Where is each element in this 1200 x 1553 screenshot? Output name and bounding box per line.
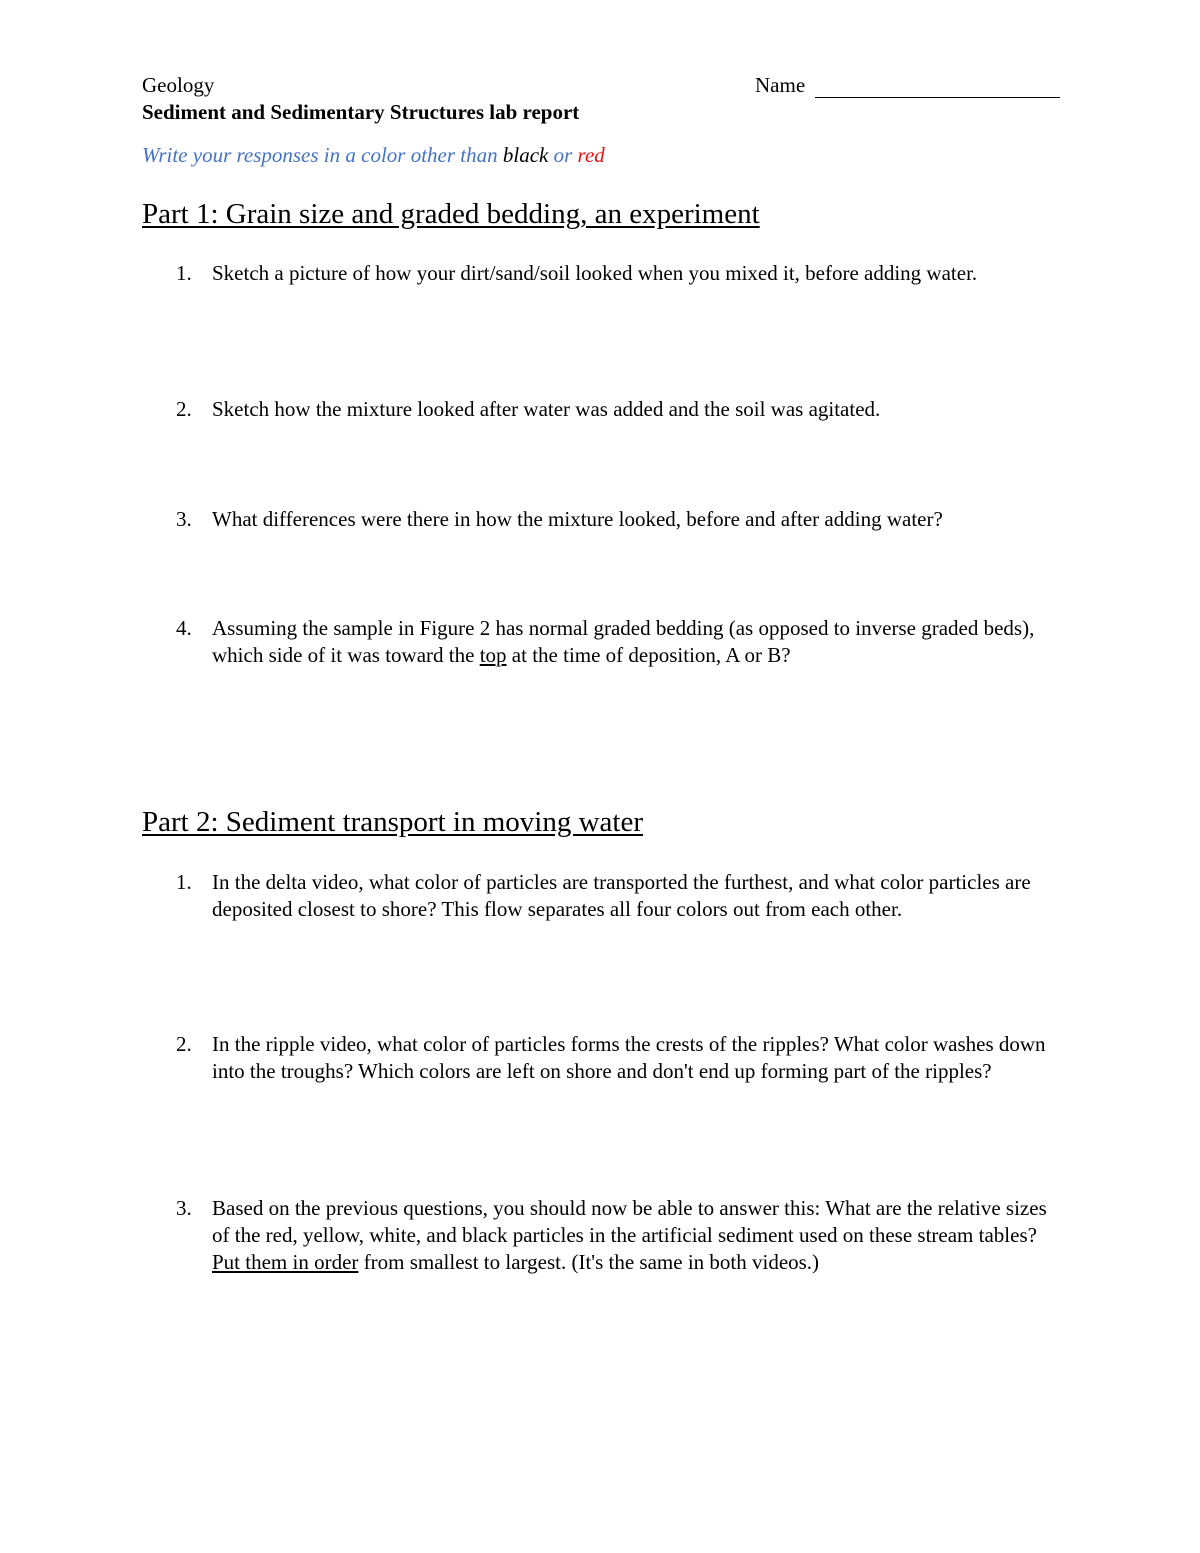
question-number: 3. (176, 1196, 192, 1220)
question-number: 4. (176, 616, 192, 640)
name-label: Name (755, 73, 806, 97)
instructions-text: Write your responses in a color other than (142, 143, 498, 167)
question-text (212, 1195, 1047, 1276)
question-number: 3. (176, 507, 192, 531)
document-title: Sediment and Sedimentary Structures lab report (142, 100, 580, 124)
question-number: 1. (176, 870, 192, 894)
instructions-black-word: black (502, 143, 549, 167)
underlined-word: top (479, 643, 507, 667)
question-text-part: from smallest to largest. (It's the same in both videos.) (363, 1250, 820, 1274)
question-text (212, 615, 1062, 669)
question-text-part: Assuming the sample in Figure 2 has normal graded bedding (as opposed to inverse graded beds), which side of it was toward the (212, 616, 1035, 667)
part2-heading: Part 2: Sediment transport in moving water (142, 806, 643, 838)
question-text-part: at the time of deposition, A or B? (511, 643, 791, 667)
underlined-phrase: Put them in order (212, 1250, 359, 1274)
question-text: What differences were there in how the mixture looked, before and after adding water? (212, 507, 943, 531)
instructions-or-word: or (553, 143, 573, 167)
instructions-red-word: red (577, 143, 605, 167)
instructions (142, 143, 605, 168)
part1-heading: Part 1: Grain size and graded bedding, an experiment (142, 198, 760, 230)
question-text: In the ripple video, what color of particles forms the crests of the ripples? What color washes down into the troughs? Which colors are left on shore and don't end up forming part of the ripples? (212, 1032, 1046, 1083)
name-blank-line (815, 75, 1060, 98)
question-text-part: Based on the previous questions, you should now be able to answer this: What are the relative sizes of the red, yellow, white, and black particles in the artificial sediment used on these stream tables? (212, 1196, 1047, 1247)
question-number: 2. (176, 1032, 192, 1056)
question-text: In the delta video, what color of particles are transported the furthest, and what color particles are deposited closest to shore? This flow separates all four colors out from each other. (212, 870, 1031, 921)
question-number: 1. (176, 261, 192, 285)
question-text: Sketch how the mixture looked after water was added and the soil was agitated. (212, 397, 881, 421)
subject-label: Geology (142, 73, 215, 97)
question-number: 2. (176, 397, 192, 421)
question-text: Sketch a picture of how your dirt/sand/soil looked when you mixed it, before adding water. (212, 261, 978, 285)
